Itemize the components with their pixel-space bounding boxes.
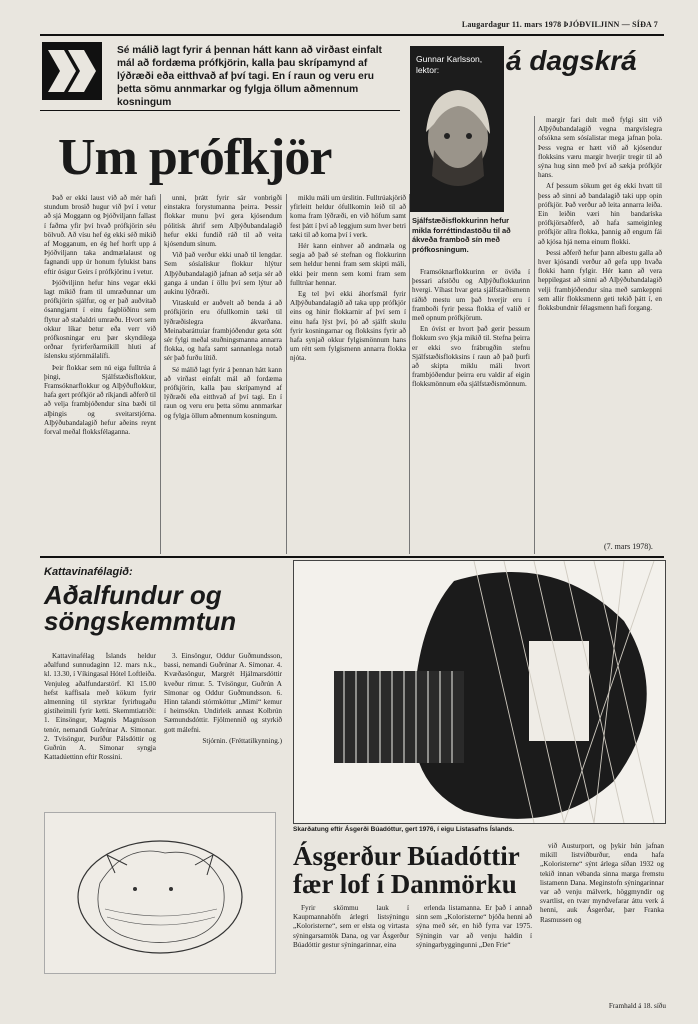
continued-note: Framhald á 18. síðu (608, 1002, 666, 1010)
divider (40, 110, 400, 111)
article-title: Um prófkjör (58, 129, 332, 186)
divider (160, 194, 161, 554)
page-header (40, 20, 664, 36)
divider (409, 194, 410, 554)
artwork-caption: Skarðatung eftir Ásgerði Búadóttur, gert 1976, í eigu Listasafns Íslands. (293, 826, 515, 833)
divider (534, 116, 535, 554)
paragraph: Sé málið lagt fyrir á þennan hátt kann að virðast einfalt mál að fordæma prófkjörin, kalla þau skrípamynd af lýðræði eða eitthvað af því tagi. En í raun og veru eru þetta sömu annmarkar og fylgja öllum aðmennum kosningum. (164, 365, 282, 420)
paragraph: Vitaskuld er auðvelt að benda á að prófkjörin eru ófullkomin tæki til lýðræðislegra ákvarðana. Meinabaráttuíar frambjóðendur geta sótt sér fylgi meðal stuðningsmanna annarra flokka, og hafa samt sannanlega notað sér það furðu lítið. (164, 299, 282, 363)
arrow-logo (42, 42, 102, 100)
photo-caption: Sjálfstæðisflokkurinn hefur mikla forréttindastöðu til að ákveða framboð sín með prófkosningum. (412, 216, 511, 254)
asgerdur-column-1 (293, 904, 409, 1014)
kattavina-heading (44, 566, 274, 634)
kattavina-column-2 (164, 652, 282, 804)
paragraph: Þessi aðferð hefur þann albestu galla að hver kjósandi verður að gefa upp hvaða flokki hann fylgir. Hér kann að vera heppilegast að sinni að Alþýðubandalagið velji frambjóðendur sína með samkeppni sem allir flokksmenn geti tekið þátt í, en flokksbundnir félagsmenn hafi forgang. (538, 248, 662, 313)
paragraph: Hér kann einhver að andmæla og segja að það sé stefnan og flokkurinn sem heldur henni fram sem skipti máli, ekki þeir menn sem komi fram sem fulltrúar hennar. (290, 242, 406, 287)
paragraph: unni, þrátt fyrir sár vonbrigði einstakra forystumanna þeirra. Þessir flokkar munu því gera kjósendum pólitísk áhrif sem Alþýðubandalagið hefur ekki fundið ráð til að veita kjósendum sínum. (164, 194, 282, 249)
article-date: (7. mars 1978). (604, 542, 653, 551)
kattavina-signature: Stjórnin. (Fréttatilkynning.) (202, 736, 282, 745)
paragraph: við Austurport, og þykir hún jafnan mikill listviðburður, enda hafa „Koloristerne“ sýnt árlega síðan 1932 og tekið innan vébanda sinna marga fremstu listamenn Dana. Meginstofn sýningarinnar var að venju málverk, höggmyndir og svartlist, en tvær myndvefarar áttu verk á henni, auk Ásgerðar, þær Franka Rasmussen og (540, 842, 664, 924)
paragraph: Þjóðviljinn hefur hins vegar ekki lagt mikið fram til umræðunnar um prófkjörin sjálfur, og er það auðvitað ósanngjarnt í einu fagblöðinu sem flytur að staðaldri umræðu. Hvort sem okkur líkar betur eða verr við prófkosningar eru þær skyndilega orðnar fyrirferðarmikill hluti af íslensku stjórnmálalífi. (44, 278, 156, 361)
article-column-2 (164, 194, 282, 554)
divider (286, 194, 287, 554)
article-column-5 (538, 116, 662, 540)
paragraph: Það er ekki laust við að mér hafi stundum brosið hugur við því í vetur að sjá Moggann og Þjóðviljann fallast í faðma yfir því hvað prófkjörin séu bölvuð. Að vísu hef ég ekki séð mikið af Mogganum, en ég hef horft upp á Þjóðviljann taka andmælalaust og fagnandi upp úr honum fylukist bans eftir ósigur Geirs í prófkjörinu í vetur. (44, 194, 156, 276)
kattavina-kicker: Kattavinafélagið: (44, 566, 133, 578)
paragraph: En óvíst er hvort það gerir þessum flokkum svo ýkja mikið til. Stefna þeirra er ekki svo frábrugðin stefnu Sjálfstæðisflokksins í raun að það þurfi að skipta miklu máli hvort frambjóðendur þeirra eru valdir af eigin flokksmönnum eða sjálfstæðismönnum. (412, 325, 530, 389)
paragraph: Kattavinafélag Íslands heldur aðalfund sunnudaginn 12. mars n.k., kl. 13.30, í Víkingasal Hótel Loftleiða. Venjuleg aðalfundarstörf. Kl 15.00 hefst kaffisala með kökum fyrir almenning til styrktar fyrirhugaðu gistiheimili fyrir ketti. Skemmtiatriði: 1. Einsöngur, Magnús Magnússon tenór, nemandi Guðrúnar A. Símonar. 2. Tvísöngur, Þuríður Pálsdóttir og Guðrún A. Símonar syngja Kattadúettinn eftir Rossini. (44, 652, 156, 762)
kattavina-column-1 (44, 652, 156, 804)
paragraph: 3. Einsöngur, Oddur Guðmundsson, bassi, nemandi Guðrúnar A. Símonar. 4. Kvæðasöngur, Margrét Hjálmarsdóttir kveður rímur. 5. Tvísöngur, Guðrún A Símonar og Oddur Guðmundsson. 6. Hinn talandi stórmkóttur „Mimi“ kemur í heimsókn. Undirleik annast Kolbrún Sæmundsdóttir. Fjölmennið og styrkið gott málefni. (164, 652, 282, 734)
kattavina-title: Aðalfundur og söngskemmtun (44, 580, 237, 636)
lede-text: Sé málið lagt fyrir á þennan hátt kann að virðast einfalt mál að fordæma prófkjörin, kalla þau skrípamynd af lýðræði eða eitthvað af því tagi. En í raun og veru eru þetta sömu annmarkar og fylgja öllum aðmennum kosningum (117, 45, 382, 108)
divider (40, 556, 664, 558)
article-column-1 (44, 194, 156, 554)
asgerdur-column-3 (540, 842, 664, 998)
asgerdur-column-2 (416, 904, 532, 1014)
paragraph: Eg tel því ekki áhorfsmál fyrir Alþýðubandalagið að taka upp prófkjör eins og hinir flokkarnir af því sem í einu hafa lýst því, þó að sjálft skulu fyrir kosningarnar og flokksins fyrir að hafa synjað okkur fylgismönnum hans um rétt sem fylgismenn annarra flokka njóta. (290, 290, 406, 363)
paragraph: Við það verður ekki unað til lengdar. Sem sósíalískur flokkur hlýtur Alþýðubandalagið jafnan að setja sér að ganga á undan í öllu því sem lýtur að aukinu lýðræði. (164, 251, 282, 297)
article-column-3 (290, 194, 406, 554)
article-column-4 (412, 268, 530, 554)
paragraph: Framsóknarflokkurinn er öviða í þessari afstöðu og Alþýðuflokkurinn hvergi. Víhast hvar geta sjálfstæðismenn ráðið mestu um það hverjir eru í framboði fyrir þessa flokka ef valið er með opnum prófkjörum. (412, 268, 530, 323)
paragraph: Fyrir skömmu lauk í Kaupmannahöfn árlegri listsýningu „Koloristerne“, sem er elsta og virtasta sýningarsamtök Dana, og var Ásgerður Búadóttir gestur sýningarinnar, eina (293, 904, 409, 949)
paragraph: erlenda listamanna. Er það í annað sinn sem „Koloristerne“ bjóða henni að sýna með sér, en hið fyrra var 1975. Sýningin var að venju haldin í sýningarbyggingunni „Den Frie“ (416, 904, 532, 949)
asgerdur-title: Ásgerður Búadóttir fær lof í Danmörku (293, 841, 520, 899)
paragraph: miklu máli um úrslitin. Fulltrúakjörið yfirleitt heldur ófullkomin leið til að koma fram lýðræði, en við höfum samt fest þátt í því að leggjum sum hver betri tæki til að koma því í verk. (290, 194, 406, 239)
author-label: Gunnar Karlsson, lektor: (416, 54, 483, 75)
cat-drawing (44, 812, 276, 974)
author-photo (410, 46, 504, 212)
section-label: á dagskrá (506, 45, 637, 76)
paragraph: Þeir flokkar sem nú eiga fulltrúa á þingi, Sjálfstæðisflokkur, Framsóknarflokkur og Alþýðuflokkur, hafa gert prófkjör að ríkjandi aðferð til að velja frambjóðendur sína bæði til alþingis og sveitarstjórna. Alþýðubandalagið hefur aðeins reynt forval meðal flokksfélaganna. (44, 363, 156, 437)
paragraph: margir fari dult með fylgi sitt við Alþýðubandalagið vegna margvíslegra ofsókna sem sósíalistar mega jafnan þola. Þess vegna er hætt við að kjósendur flokksins væru margir hverjir tregir til að sýna hug sinn með því að sækja prófkjör hans. (538, 116, 662, 180)
paragraph: Af þessum sökum get ég ekki hvatt til þess að sinni að bandalagið taki upp opin prófkjör. Það verður að leita annarra leiða. Ein leiðin væri hin bandaríska prófkjörsaðferð, að hafa sameiginleg prófkjör allra flokka, þannig að engum fái að kjósa hjá nema einum flokki. (538, 182, 662, 246)
header-text: Laugardagur 11. mars 1978 ÞJÓÐVILJINN — SÍÐA 7 (461, 20, 658, 29)
textile-artwork (293, 560, 666, 824)
